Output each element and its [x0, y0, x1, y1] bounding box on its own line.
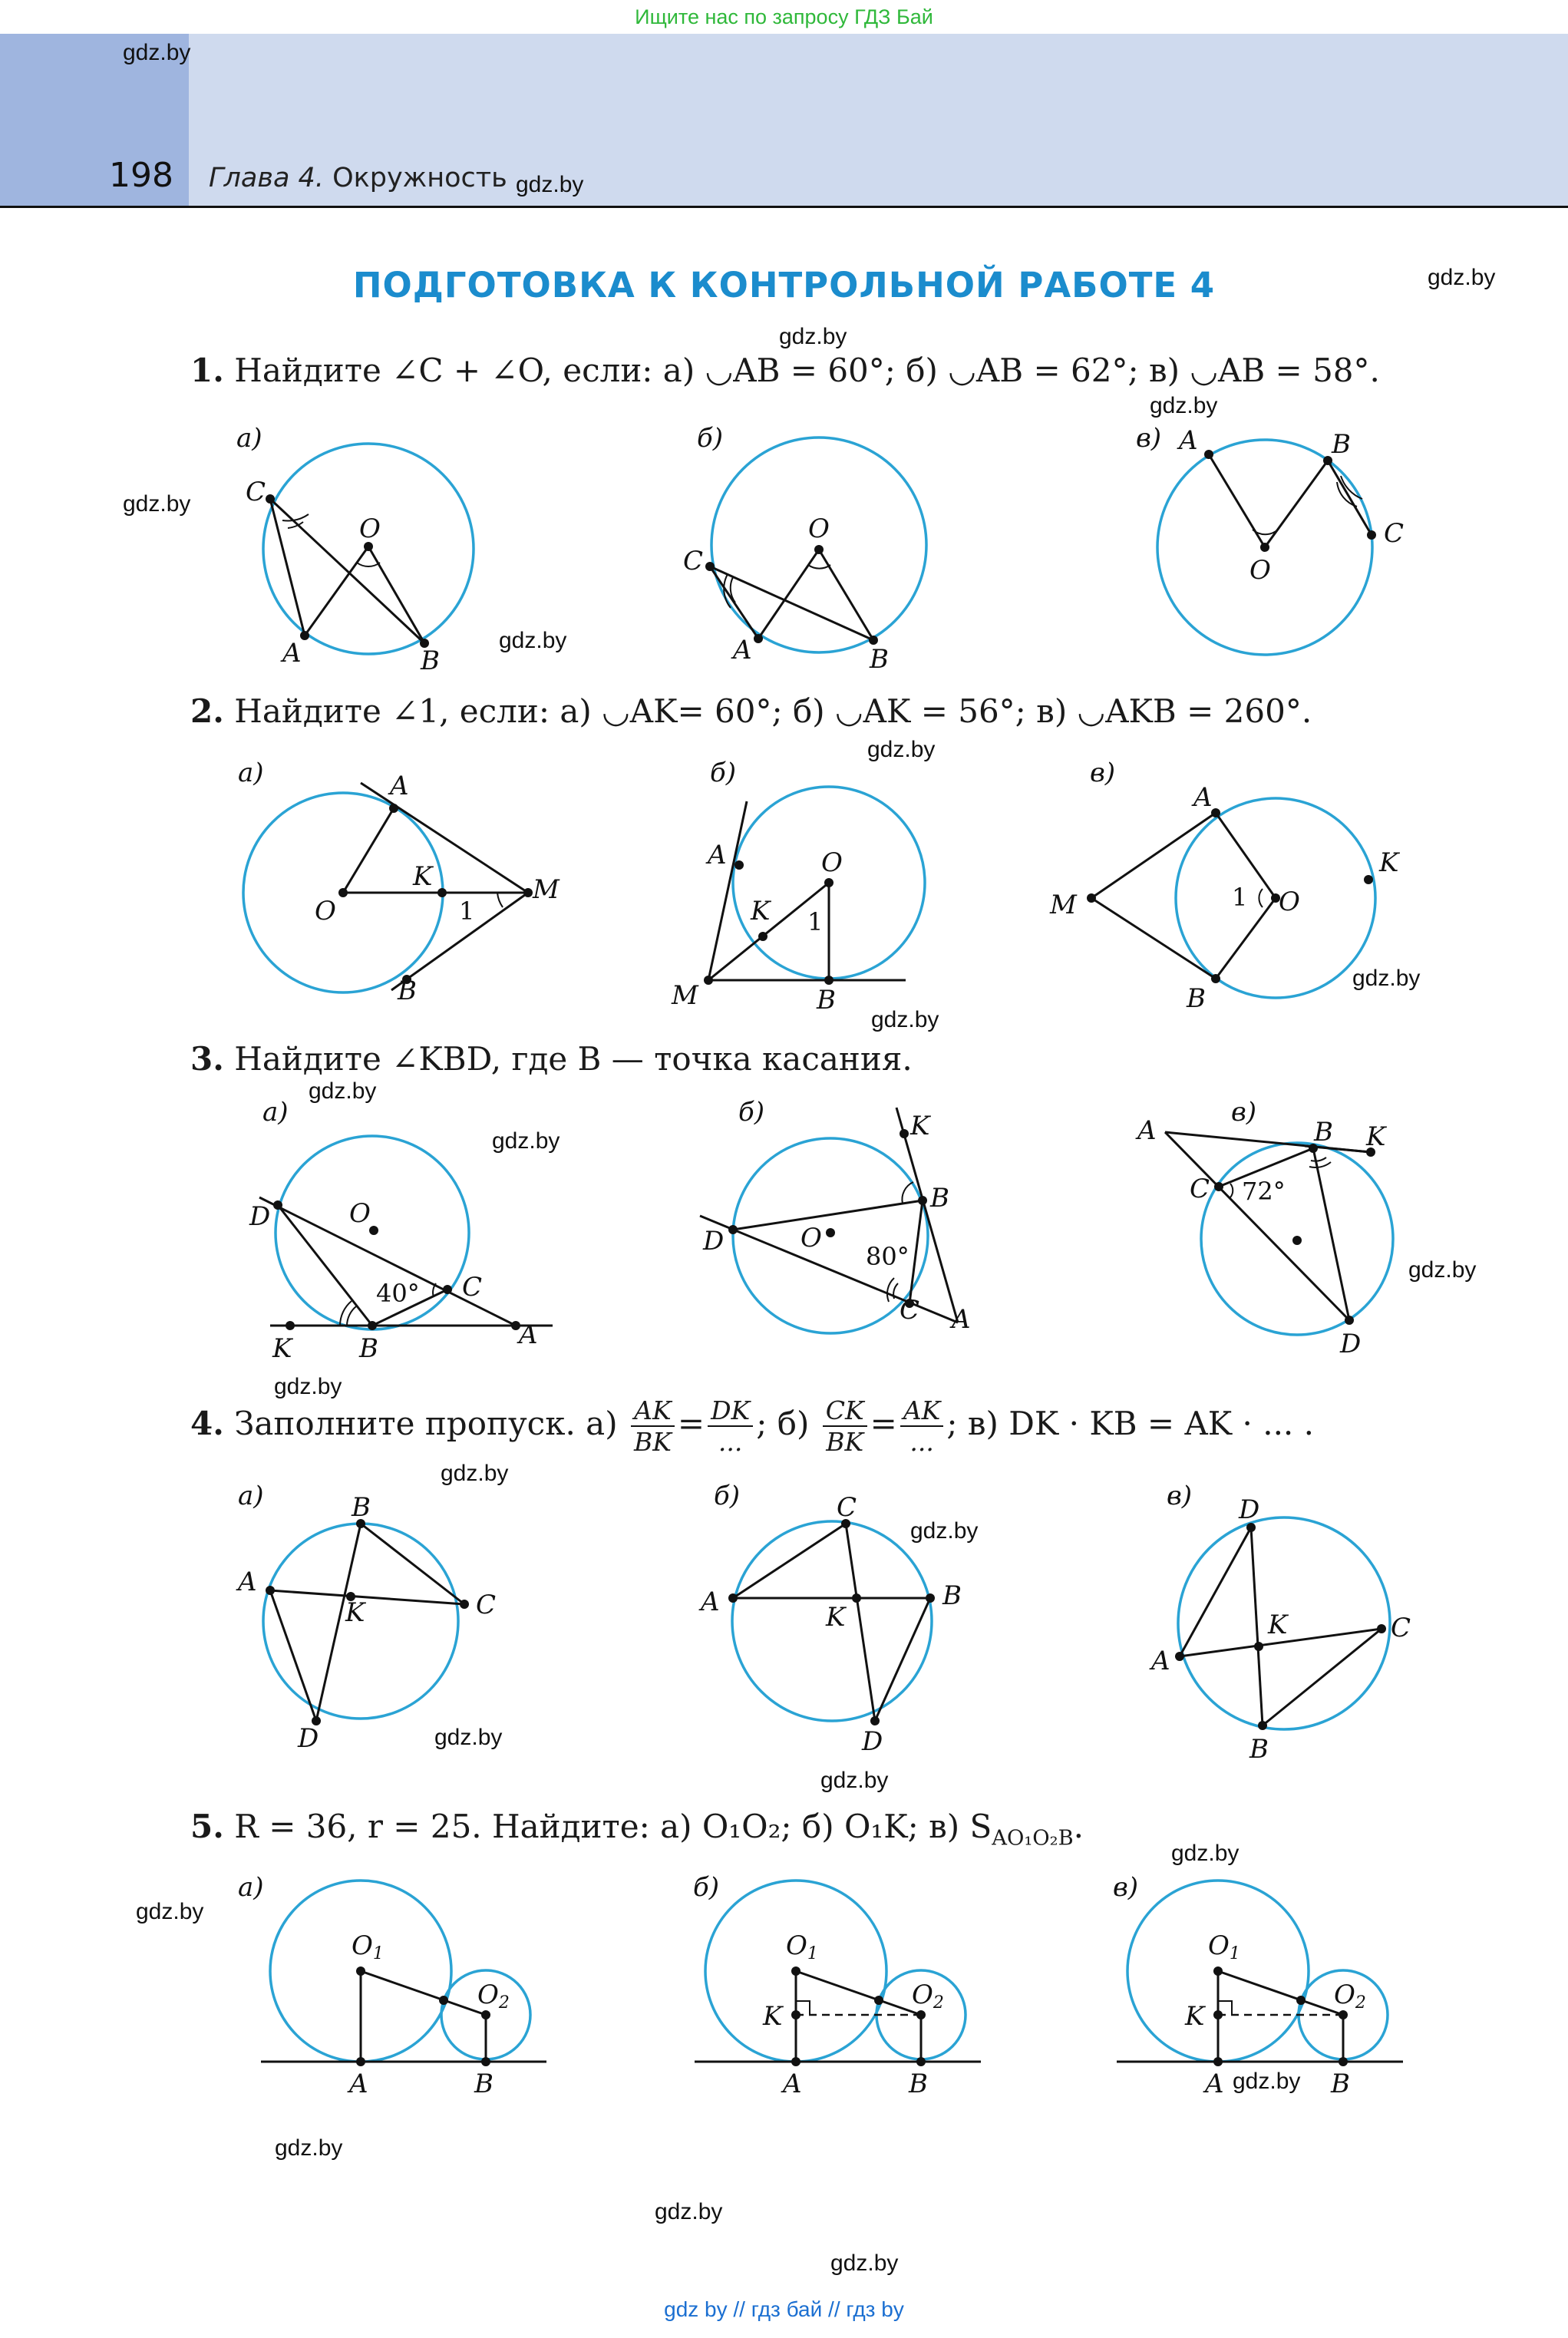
point — [443, 1285, 452, 1294]
subfig-label-b: б) — [710, 758, 737, 788]
label-B: B — [817, 985, 836, 1015]
task-3-figures — [0, 1090, 1568, 1366]
label-O: O — [801, 1223, 822, 1253]
point — [824, 878, 834, 887]
point — [1204, 450, 1213, 459]
label-C: C — [462, 1272, 483, 1303]
task-3 — [190, 1040, 913, 1078]
subfig-label-a: а) — [238, 1872, 264, 1903]
subfig-label-b: б) — [693, 1872, 720, 1903]
line — [361, 1971, 486, 2015]
line — [846, 1524, 875, 1721]
line — [1313, 1148, 1349, 1320]
chapter-title: Окружность — [332, 163, 507, 193]
point — [758, 932, 767, 941]
point — [1211, 974, 1220, 983]
label-C: C — [1384, 518, 1405, 549]
angle-mark — [1309, 1162, 1331, 1167]
line — [796, 1971, 921, 2015]
angle-mark — [887, 1278, 894, 1302]
label-O1: O1 — [786, 1930, 818, 1963]
label-O2: O2 — [477, 1980, 510, 2013]
section-title: ПОДГОТОВКА К КОНТРОЛЬНОЙ РАБОТЕ 4 — [352, 265, 1216, 305]
label-O: O — [349, 1198, 371, 1229]
point — [824, 976, 834, 985]
task-4: 4. Заполните пропуск. а) $\frac{AK}{BK}$ = $\frac{DK}{...}$ ; б) $\frac{CK}{BK}$ = $\frac{AK}{...}$ ; в) DK · KB = AK · ... . — [190, 1395, 1314, 1457]
angle-label: 80° — [866, 1242, 909, 1271]
label-D: D — [862, 1726, 883, 1757]
header-rule — [0, 206, 1568, 208]
label-B: B — [352, 1492, 371, 1523]
point — [826, 1228, 835, 1237]
label-O: O — [359, 514, 381, 544]
label-A: A — [1137, 1115, 1157, 1146]
label-B: B — [1314, 1117, 1333, 1148]
label-K: K — [1379, 847, 1399, 878]
point — [1260, 543, 1269, 552]
point — [728, 1225, 738, 1234]
point — [754, 634, 763, 643]
label-B: B — [398, 976, 417, 1006]
angle-label: 1 — [459, 897, 475, 926]
line — [343, 808, 394, 893]
chapter-heading — [209, 163, 507, 193]
line — [361, 1524, 464, 1604]
point — [900, 1129, 909, 1138]
label-B: B — [474, 2069, 494, 2099]
fraction: $\frac{DK}{...}$ — [708, 1395, 753, 1457]
point — [1364, 875, 1373, 884]
point — [791, 1966, 801, 1976]
point — [926, 1593, 935, 1603]
label-C: C — [683, 546, 704, 576]
label-O: O — [1279, 887, 1300, 917]
point — [704, 976, 713, 985]
label-A: A — [783, 2069, 802, 2099]
watermark: gdz.by — [871, 1007, 939, 1032]
point — [481, 2057, 490, 2066]
label-A: A — [1205, 2069, 1224, 2099]
point — [1211, 808, 1220, 817]
watermark: gdz.by — [434, 1725, 503, 1750]
label-D: D — [298, 1723, 319, 1754]
angle-label: 72° — [1242, 1177, 1286, 1206]
point — [286, 1321, 295, 1330]
task-text: Заполните пропуск. а) — [234, 1405, 618, 1442]
task-4-figures — [0, 1474, 1568, 1765]
task-number: 3. — [190, 1040, 224, 1078]
point — [1213, 1966, 1223, 1976]
label-C: C — [900, 1295, 920, 1326]
point — [338, 888, 348, 897]
label-O: O — [315, 896, 336, 926]
point — [356, 2057, 365, 2066]
subfig-label-c: в) — [1231, 1097, 1257, 1128]
line — [270, 1590, 464, 1604]
point — [870, 1716, 880, 1725]
label-K: K — [345, 1597, 365, 1628]
label-A: A — [282, 638, 302, 669]
label-K: K — [826, 1602, 846, 1633]
label-B: B — [1249, 1734, 1269, 1765]
task-text: Найдите ∠C + ∠O, если: а) ◡AB = 60°; б) ◡AB = 62°; в) ◡AB = 58°. — [234, 352, 1380, 389]
label-A: A — [519, 1319, 538, 1350]
point — [1339, 2010, 1348, 2019]
watermark: gdz.by — [1233, 2069, 1301, 2094]
task-number: 4. — [190, 1405, 224, 1442]
watermark: gdz.by — [655, 2199, 723, 2224]
label-K: K — [1185, 2001, 1205, 2032]
label-C: C — [1190, 1174, 1210, 1204]
line — [1218, 1971, 1343, 2015]
point — [852, 1593, 861, 1603]
label-B: B — [421, 646, 440, 676]
watermark: gdz.by — [516, 172, 584, 197]
line — [909, 1200, 923, 1303]
label-A: A — [1179, 425, 1198, 456]
point — [1214, 1182, 1223, 1191]
label-K: K — [763, 2001, 783, 2032]
point — [791, 2057, 801, 2066]
task-1 — [190, 352, 1380, 389]
label-B: B — [1332, 429, 1351, 460]
point — [705, 562, 715, 571]
point — [1296, 1996, 1306, 2005]
label-B: B — [942, 1580, 962, 1611]
watermark: gdz.by — [275, 2135, 343, 2161]
point — [791, 2010, 801, 2019]
point — [916, 2010, 926, 2019]
label-B: B — [930, 1183, 949, 1214]
task-text: Найдите ∠1, если: а) ◡AK= 60°; б) ◡AK = 56°; в) ◡AKB = 260°. — [234, 692, 1312, 730]
task-number: 1. — [190, 352, 224, 389]
label-K: K — [1366, 1121, 1386, 1152]
angle-mark — [1259, 889, 1263, 907]
point — [481, 2010, 490, 2019]
label-A: A — [708, 840, 727, 870]
label-M: M — [533, 874, 560, 905]
angle-mark — [1311, 1157, 1326, 1161]
label-D: D — [1340, 1329, 1362, 1359]
label-B: B — [359, 1333, 378, 1364]
task-text: R = 36, r = 25. Найдите: а) O₁O₂; б) O₁K; в) S — [234, 1808, 992, 1845]
polyline — [1091, 813, 1276, 979]
label-A: A — [390, 771, 409, 801]
watermark: gdz.by — [136, 1899, 204, 1924]
label-A: A — [733, 635, 752, 665]
search-banner[interactable]: Ищите нас по запросу ГДЗ Бай — [635, 5, 933, 28]
label-B: B — [870, 644, 889, 675]
watermark: gdz.by — [820, 1768, 889, 1793]
subfig-label-a: а) — [236, 423, 262, 454]
task-subscript: AO₁O₂B — [992, 1826, 1074, 1851]
task-text: Найдите ∠KBD, где B — точка касания. — [234, 1040, 913, 1078]
point — [916, 2057, 926, 2066]
label-A: A — [349, 2069, 368, 2099]
label-D: D — [1239, 1494, 1260, 1525]
task-number: 5. — [190, 1808, 224, 1845]
point — [1254, 1642, 1263, 1651]
page-number: 198 — [109, 156, 173, 195]
point — [1345, 1316, 1354, 1325]
line — [270, 1590, 316, 1721]
fraction: $\frac{AK}{...}$ — [900, 1395, 944, 1457]
point — [728, 1593, 738, 1603]
task-number: 2. — [190, 692, 224, 730]
label-K: K — [910, 1111, 930, 1141]
watermark: gdz.by — [910, 1518, 979, 1544]
point — [437, 888, 447, 897]
angle-mark — [808, 565, 830, 569]
label-C: C — [1391, 1613, 1411, 1643]
line — [875, 1598, 930, 1721]
watermark: gdz.by — [274, 1374, 342, 1399]
point — [266, 1586, 275, 1595]
watermark: gdz.by — [441, 1461, 509, 1486]
point — [1087, 893, 1096, 903]
label-O: O — [808, 514, 830, 544]
label-O2: O2 — [912, 1980, 944, 2013]
label-K: K — [1268, 1610, 1288, 1640]
line — [1251, 1527, 1263, 1725]
polyline — [710, 550, 873, 640]
task-1-figures — [0, 414, 1568, 675]
label-K: K — [272, 1333, 292, 1364]
subfig-label-a: а) — [262, 1097, 289, 1128]
subfig-label-c: в) — [1113, 1872, 1139, 1903]
point — [368, 1321, 377, 1330]
chapter-label: Глава 4. — [209, 163, 324, 193]
point — [1213, 2010, 1223, 2019]
subfig-label-c: в) — [1136, 423, 1162, 454]
angle-label: 1 — [1232, 883, 1248, 912]
point — [439, 1996, 448, 2005]
label-K: K — [413, 861, 433, 892]
label-O: O — [1249, 555, 1271, 586]
footer-links[interactable]: gdz by // гдз бай // гдз by — [664, 2297, 904, 2321]
point — [1175, 1652, 1184, 1661]
point — [1213, 2057, 1223, 2066]
watermark: gdz.by — [830, 2250, 899, 2276]
point — [300, 631, 309, 640]
watermark: gdz.by — [1408, 1257, 1477, 1283]
label-A: A — [1193, 782, 1213, 813]
point — [1367, 530, 1376, 540]
subfig-label-a: а) — [238, 1481, 264, 1511]
watermark: gdz.by — [1150, 393, 1218, 418]
label-B: B — [1187, 983, 1206, 1014]
watermark: gdz.by — [499, 628, 567, 653]
line — [1180, 1527, 1251, 1656]
subfig-label-c: в) — [1167, 1481, 1193, 1511]
task-text: ; б) — [756, 1405, 810, 1442]
label-D: D — [703, 1226, 725, 1257]
point — [918, 1196, 927, 1205]
point — [1339, 2057, 1348, 2066]
line — [733, 1524, 846, 1598]
point — [1292, 1236, 1302, 1245]
label-K: K — [751, 896, 771, 926]
point — [814, 545, 824, 554]
point — [874, 1996, 883, 2005]
watermark: gdz.by — [492, 1128, 560, 1154]
label-M: M — [1050, 890, 1077, 920]
task-2 — [190, 692, 1312, 730]
point — [734, 860, 744, 870]
fraction: $\frac{CK}{BK}$ — [823, 1395, 867, 1457]
angle-mark — [902, 1182, 913, 1204]
label-C: C — [246, 477, 266, 507]
watermark: gdz.by — [309, 1078, 377, 1104]
watermark: gdz.by — [1352, 966, 1421, 991]
task-2-figures — [0, 752, 1568, 1013]
angle-label: 1 — [807, 907, 824, 936]
label-M: M — [672, 980, 698, 1011]
task-text: ; в) DK · KB = AK · ... . — [946, 1405, 1314, 1442]
line — [733, 1200, 923, 1230]
subfig-label-b: б) — [738, 1097, 765, 1128]
label-C: C — [476, 1590, 497, 1620]
task-5-figures — [0, 1858, 1568, 2103]
watermark: gdz.by — [123, 491, 191, 517]
label-D: D — [249, 1201, 271, 1232]
watermark: gdz.by — [779, 324, 847, 349]
point — [356, 1966, 365, 1976]
point — [1258, 1721, 1267, 1730]
point — [460, 1600, 469, 1609]
label-A: A — [1151, 1646, 1170, 1676]
label-O1: O1 — [1208, 1930, 1240, 1963]
fraction: $\frac{AK}{BK}$ — [631, 1395, 675, 1457]
point — [1377, 1624, 1386, 1633]
label-A: A — [701, 1587, 720, 1617]
point — [266, 494, 275, 504]
angle-label: 40° — [376, 1279, 420, 1308]
subfig-label-b: б) — [714, 1481, 741, 1511]
subfig-label-b: б) — [697, 423, 724, 454]
label-O2: O2 — [1334, 1980, 1366, 2013]
point — [389, 804, 398, 813]
subfig-label-c: в) — [1090, 758, 1116, 788]
label-C: C — [837, 1492, 857, 1523]
line — [361, 783, 528, 893]
watermark: gdz.by — [1171, 1841, 1240, 1866]
angle-mark — [347, 1306, 356, 1326]
label-B: B — [1331, 2069, 1350, 2099]
point — [523, 888, 533, 897]
label-O: O — [821, 847, 843, 878]
watermark: gdz.by — [867, 737, 936, 762]
label-B: B — [909, 2069, 928, 2099]
label-A: A — [238, 1567, 257, 1597]
watermark: gdz.by — [1428, 265, 1496, 290]
angle-mark — [357, 563, 380, 566]
angle-mark — [1230, 1184, 1233, 1197]
label-A: A — [952, 1304, 971, 1335]
task-5 — [190, 1808, 1084, 1850]
label-O1: O1 — [352, 1930, 384, 1963]
task-text: . — [1073, 1808, 1084, 1845]
angle-mark — [497, 893, 503, 907]
subfig-label-a: а) — [238, 758, 264, 788]
watermark: gdz.by — [123, 40, 191, 65]
point — [273, 1200, 282, 1210]
